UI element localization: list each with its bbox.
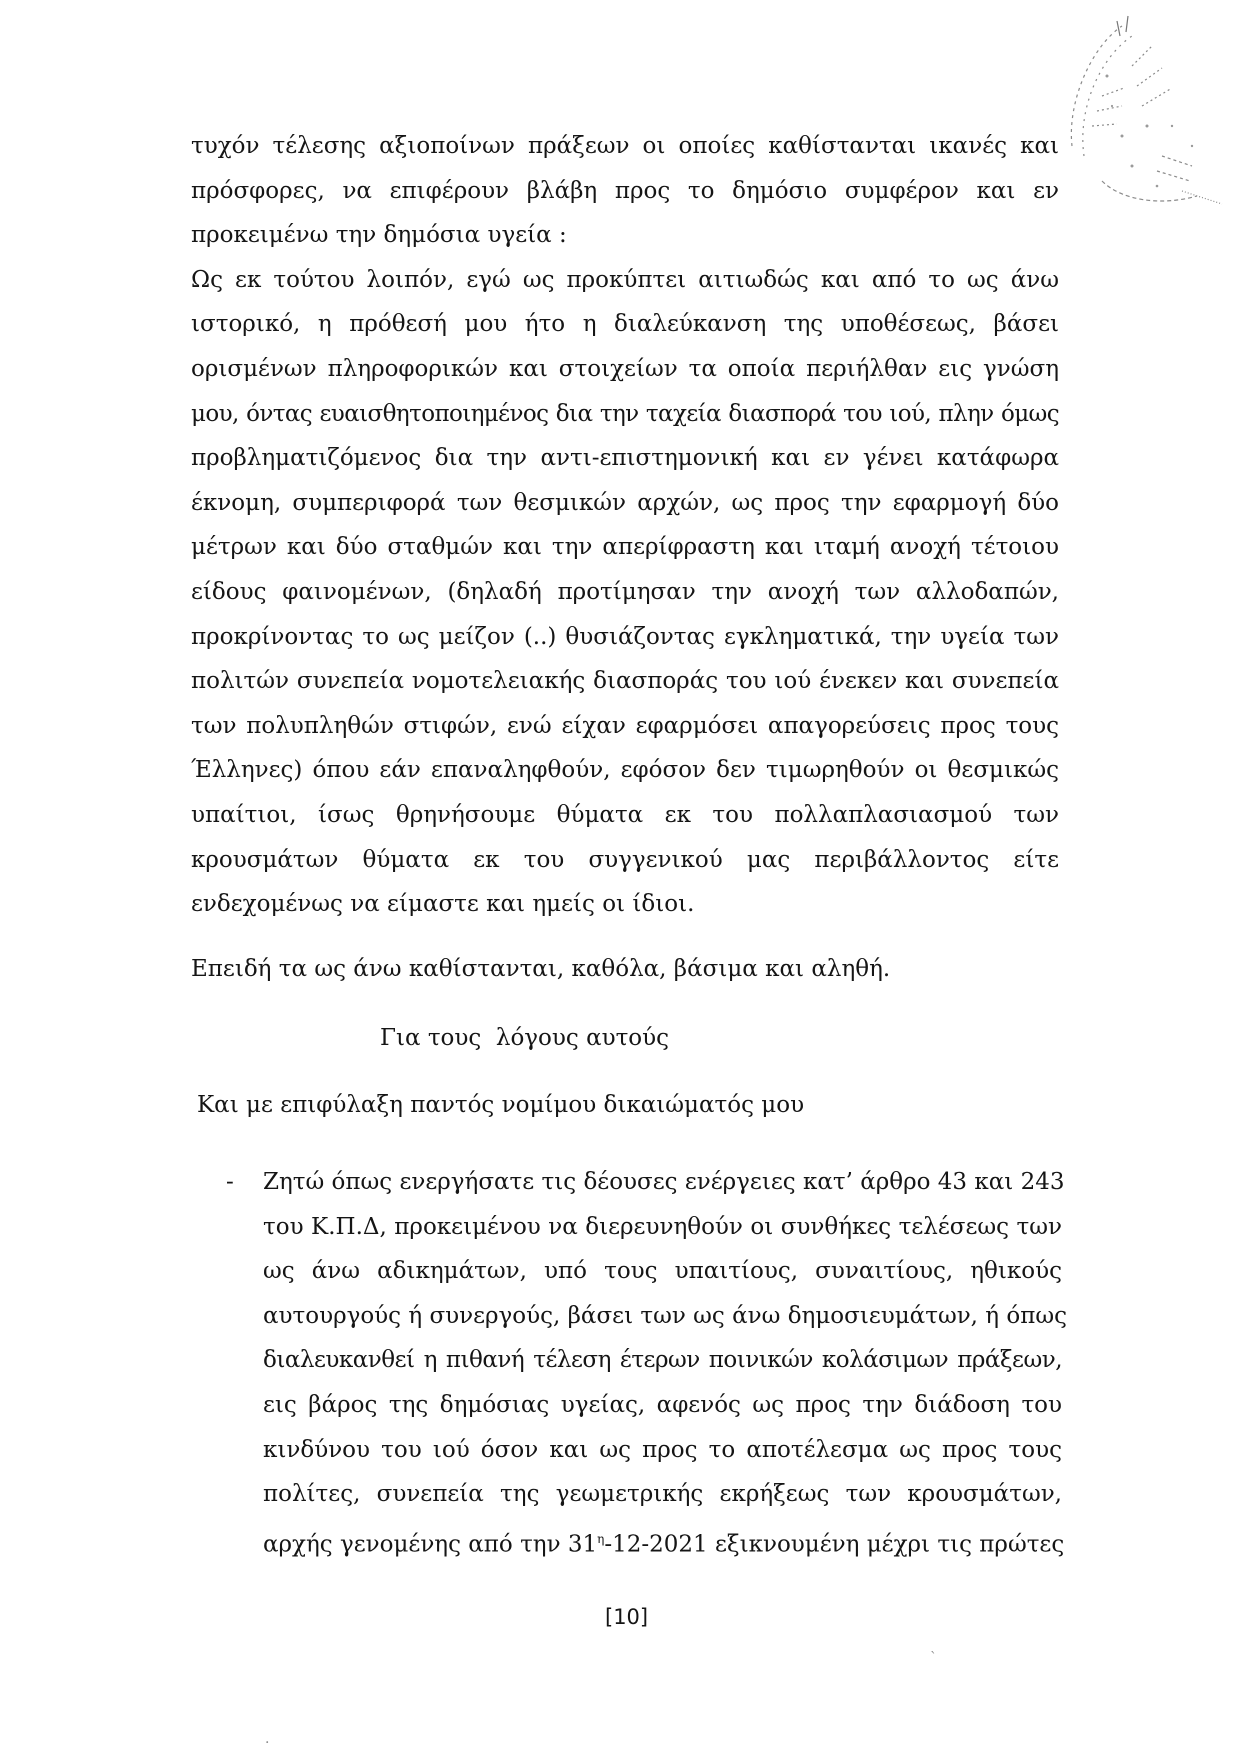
paragraph-4: Και με επιφύλαξη παντός νομίμου δικαιώματός μου bbox=[197, 1092, 805, 1118]
text-line: ιστορικό, η πρόθεσή μου ήτο η διαλεύκανση της υποθέσεως, βάσει bbox=[191, 311, 1059, 338]
text-line: Ως εκ τούτου λοιπόν, εγώ ως προκύπτει αιτιωδώς και από το ως άνω bbox=[191, 266, 1059, 293]
text-line: πρόσφορες, να επιφέρουν βλάβη προς το δημόσιο συμφέρον και εν bbox=[191, 177, 1059, 204]
bullet-dash: - bbox=[226, 1169, 234, 1195]
text-line: τυχόν τέλεσης αξιοποίνων πράξεων οι οποίες καθίστανται ικανές και bbox=[191, 133, 1059, 159]
text-line: ορισμένων πληροφορικών και στοιχείων τα οποία περιήλθαν εις γνώση bbox=[191, 355, 1059, 382]
text-line: είδους φαινομένων, (δηλαδή προτίμησαν την ανοχή των αλλοδαπών, bbox=[191, 578, 1059, 605]
text-line-last bbox=[263, 1517, 1065, 1567]
stamp-seal-graphic bbox=[1062, 6, 1241, 231]
page-number: [10] bbox=[605, 1605, 649, 1629]
scan-speck: ` bbox=[930, 1650, 937, 1666]
text-line: ενδεχομένως να είμαστε και ημείς οι ίδιοι. bbox=[191, 891, 695, 918]
text-line: κινδύνου του ιού όσον και ως προς το αποτέλεσμα ως προς τους bbox=[263, 1436, 1062, 1463]
text-line: πολιτών συνεπεία νομοτελειακής διασποράς του ιού ένεκεν και συνεπεία bbox=[191, 668, 1059, 695]
text-line: υπαίτιοι, ίσως θρηνήσουμε θύματα εκ του πολλαπλασιασμού των bbox=[191, 801, 1059, 828]
text-line: διαλευκανθεί η πιθανή τέλεση έτερων ποινικών κολάσιμων πράξεων, bbox=[263, 1347, 1062, 1374]
paragraph-2 bbox=[191, 258, 1059, 927]
bullet-text bbox=[263, 1160, 1067, 1567]
main-text-block bbox=[191, 124, 1059, 927]
text-line: αυτουργούς ή συνεργούς, βάσει των ως άνω δημοσιευμάτων, ή όπως bbox=[263, 1302, 1067, 1329]
date-suffix: -12-2021 εξικνουμένη μέχρι τις πρώτες bbox=[604, 1531, 1065, 1558]
text-line: του Κ.Π.Δ, προκειμένου να διερευνηθούν οι συνθήκες τελέσεως των bbox=[263, 1213, 1062, 1240]
text-line: των πολυπληθών στιφών, ενώ είχαν εφαρμόσει απαγορεύσεις προς τους bbox=[191, 712, 1059, 739]
text-line: κρουσμάτων θύματα εκ του συγγενικού μας περιβάλλοντος είτε bbox=[191, 846, 1059, 873]
text-line: Ζητώ όπως ενεργήσατε τις δέουσες ενέργειες κατ’ άρθρο 43 και 243 bbox=[263, 1169, 1065, 1195]
text-line: μου, όντας ευαισθητοποιημένος δια την ταχεία διασπορά του ιού, πλην όμως bbox=[191, 400, 1059, 427]
text-line: Έλληνες) όπου εάν επαναληφθούν, εφόσον δεν τιμωρηθούν οι θεσμικώς bbox=[191, 757, 1059, 784]
section-heading: Για τους λόγους αυτούς bbox=[380, 1025, 670, 1051]
text-line: έκνομη, συμπεριφορά των θεσμικών αρχών, ως προς την εφαρμογή δύο bbox=[191, 489, 1059, 516]
text-line: ως άνω αδικημάτων, υπό τους υπαιτίους, συναιτίους, ηθικούς bbox=[263, 1258, 1062, 1285]
text-line: προβληματιζόμενος δια την αντι-επιστημονική και εν γένει κατάφωρα bbox=[191, 445, 1059, 472]
text-line: πολίτες, συνεπεία της γεωμετρικής εκρήξεως των κρουσμάτων, bbox=[263, 1481, 1062, 1508]
text-line: προκρίνοντας το ως μείζον (..) θυσιάζοντας εγκληματικά, την υγεία των bbox=[191, 623, 1059, 650]
stamp-seal bbox=[1062, 6, 1241, 231]
paragraph-1 bbox=[191, 124, 1059, 258]
text-line: μέτρων και δύο σταθμών και την απερίφραστη και ιταμή ανοχή τέτοιου bbox=[191, 534, 1059, 561]
paragraph-3: Επειδή τα ως άνω καθίστανται, καθόλα, βάσιμα και αληθή. bbox=[191, 956, 891, 982]
text-line: εις βάρος της δημόσιας υγείας, αφενός ως προς την διάδοση του bbox=[263, 1391, 1062, 1418]
scan-speck: · bbox=[265, 1735, 270, 1751]
text-line: προκειμένω την δημόσια υγεία : bbox=[191, 222, 567, 249]
date-prefix: αρχής γενομένης από την 31 bbox=[263, 1531, 598, 1558]
ordinal-superscript: η bbox=[597, 1531, 605, 1546]
